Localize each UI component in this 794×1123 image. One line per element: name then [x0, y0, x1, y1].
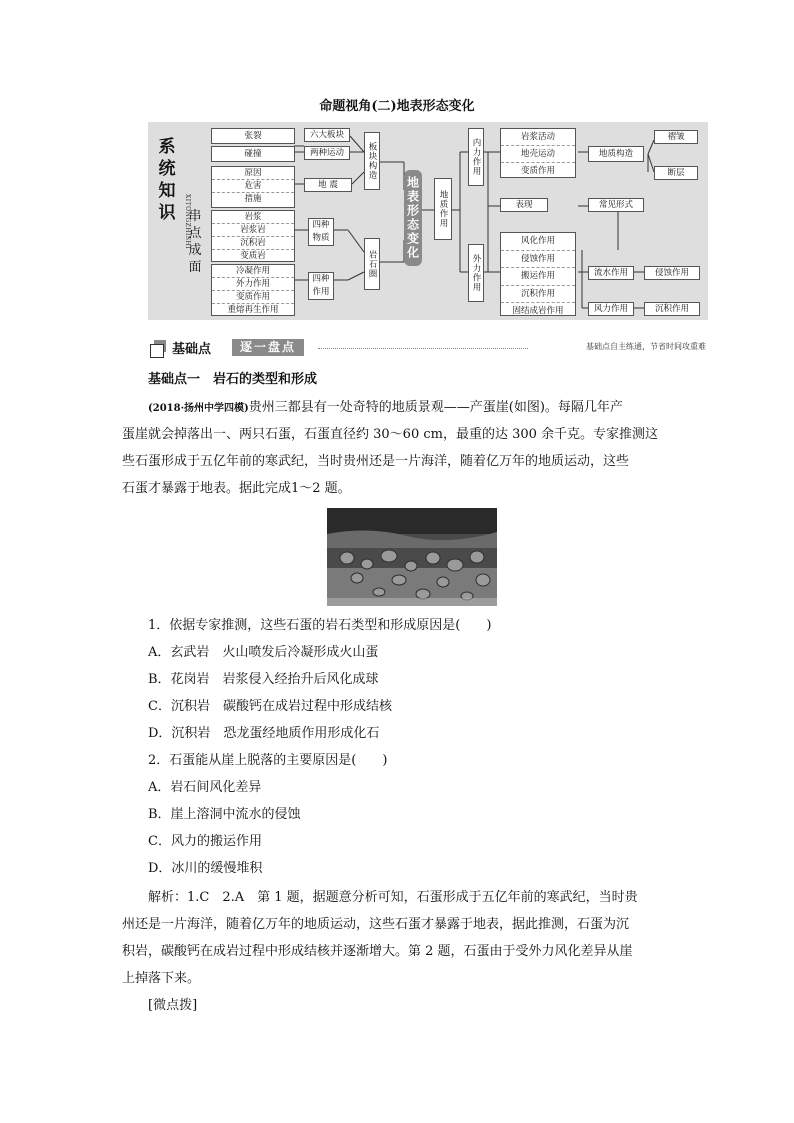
fold-box: 褶皱 — [654, 130, 698, 144]
item-pengzhuang: 碰撞 — [211, 146, 295, 162]
rock-processes-box — [211, 264, 295, 316]
knowledge-diagram — [148, 122, 708, 320]
fault-box: 断层 — [654, 166, 698, 180]
analysis-line-3: 积岩，碳酸钙在成岩过程中形成结核并逐渐增大。第 2 题，石蛋由于受外力风化差异从崖 — [122, 944, 633, 959]
section-icon — [150, 344, 164, 358]
question-2: 2．石蛋能从崖上脱落的主要原因是( ) — [148, 753, 388, 768]
deposition-result-box: 沉积作用 — [644, 302, 700, 316]
external-items-box — [500, 232, 576, 316]
intro-line-2: 蛋崖就会掉落出一、两只石蛋，石蛋直径约 30～60 cm，最重的达 300 余千克。专家推测这 — [122, 427, 659, 442]
item-harm: 危害 — [212, 179, 294, 192]
tip-label: [微点拨] — [148, 998, 198, 1013]
item-crust-movement: 地壳运动 — [501, 145, 575, 162]
q2-option-d: D．冰川的缓慢堆积 — [148, 861, 263, 876]
earthquake-box: 地 震 — [304, 178, 352, 192]
running-water-box: 流水作用 — [588, 266, 634, 280]
q1-option-a: A．玄武岩 火山喷发后冷凝形成火山蛋 — [148, 645, 379, 660]
internal-items-box — [500, 128, 576, 178]
geological-action-box: 地质作用 — [434, 178, 452, 240]
item-lithification: 固结成岩作用 — [501, 302, 575, 320]
rock-types-box — [211, 210, 295, 262]
photo-rocks — [327, 508, 497, 606]
four-materials-box: 四种物质 — [308, 218, 334, 246]
item-zhangl: 张裂 — [211, 128, 295, 144]
external-force-box: 外力作用 — [468, 244, 484, 302]
plate-tectonics-box: 板块构造 — [364, 132, 380, 190]
common-forms-box: 常见形式 — [588, 198, 644, 212]
item-magmatism: 岩浆活动 — [520, 132, 555, 142]
erosion-result-box: 侵蚀作用 — [644, 266, 700, 280]
item-metamorphism: 变质作用 — [501, 162, 575, 179]
item-external: 外力作用 — [212, 277, 294, 290]
intro-line-1 — [148, 394, 688, 422]
diagram-side-pinyin: XITONGZHISHI — [184, 194, 191, 250]
analysis-line-2: 州还是一片海洋，随着亿万年的地质运动，这些石蛋才暴露于地表，据此推测，石蛋为沉 — [122, 917, 630, 932]
section-note: 基础点自主练通，节省时间攻重难 — [586, 342, 706, 351]
q2-option-c: C．风力的搬运作用 — [148, 834, 262, 849]
item-magma: 岩浆 — [244, 212, 262, 222]
manifestation-box: 表现 — [500, 198, 548, 212]
item-metamorphic: 变质岩 — [212, 249, 294, 262]
intro-line-3: 些石蛋形成于五亿年前的寒武纪，当时贵州还是一片海洋，随着亿万年的地质运动，这些 — [122, 454, 630, 469]
section-tag: 逐一盘点 — [232, 339, 304, 356]
wind-action-box: 风力作用 — [588, 302, 634, 316]
six-plates-box: 六大板块 — [304, 128, 350, 142]
item-remelting: 重熔再生作用 — [212, 303, 294, 316]
q2-option-b: B．崖上溶洞中流水的侵蚀 — [148, 807, 301, 822]
four-actions-box: 四种作用 — [308, 272, 334, 300]
item-measure: 措施 — [212, 192, 294, 205]
diagram-side-subtitle: 串点成面 — [188, 209, 202, 275]
section-heading: 基础点一 岩石的类型和形成 — [148, 372, 318, 387]
q1-option-b: B．花岗岩 岩浆侵入经抬升后风化成球 — [148, 672, 379, 687]
item-erosion: 侵蚀作用 — [501, 250, 575, 268]
analysis-line-1: 解析：1.C 2.A 第 1 题，据题意分析可知，石蛋形成于五亿年前的寒武纪，当时贵 — [148, 890, 638, 905]
intro-text-1: 贵州三都县有一处奇特的地质景观——产蛋崖(如图)。每隔几年产 — [248, 400, 623, 415]
earthquake-causes-box — [211, 166, 295, 208]
lithosphere-box: 岩石圈 — [364, 238, 380, 290]
section-divider — [318, 348, 528, 349]
question-1: 1．依据专家推测，这些石蛋的岩石类型和形成原因是( ) — [148, 618, 492, 633]
intro-line-4: 石蛋才暴露于地表。据此完成1～2 题。 — [122, 481, 351, 496]
section-bar — [148, 338, 708, 358]
item-cause: 原因 — [244, 168, 262, 178]
egg-cliff-photo — [327, 508, 497, 606]
page-title: 命题视角(二)地表形态变化 — [319, 99, 475, 114]
section-label: 基础点 — [172, 342, 212, 357]
item-sedimentary: 沉积岩 — [212, 236, 294, 249]
internal-force-box: 内力作用 — [468, 128, 484, 186]
q1-option-d: D．沉积岩 恐龙蛋经地质作用形成化石 — [148, 726, 380, 741]
diagram-side-title: 系统知识 — [158, 137, 176, 223]
geo-structure-box: 地质构造 — [588, 146, 644, 162]
item-metamorph-action: 变质作用 — [212, 290, 294, 303]
item-transport: 搬运作用 — [501, 267, 575, 285]
center-topic: 地表形态变化 — [404, 170, 422, 266]
two-motions-box: 两种运动 — [304, 146, 350, 160]
item-cooling: 冷凝作用 — [235, 266, 270, 276]
item-igneous: 岩浆岩 — [212, 223, 294, 236]
intro-source: (2018·扬州中学四模) — [148, 403, 249, 414]
analysis-line-4: 上掉落下来。 — [122, 971, 201, 986]
item-deposition: 沉积作用 — [501, 285, 575, 303]
q1-option-c: C．沉积岩 碳酸钙在成岩过程中形成结核 — [148, 699, 392, 714]
item-weathering: 风化作用 — [520, 236, 555, 246]
q2-option-a: A．岩石间风化差异 — [148, 780, 262, 795]
